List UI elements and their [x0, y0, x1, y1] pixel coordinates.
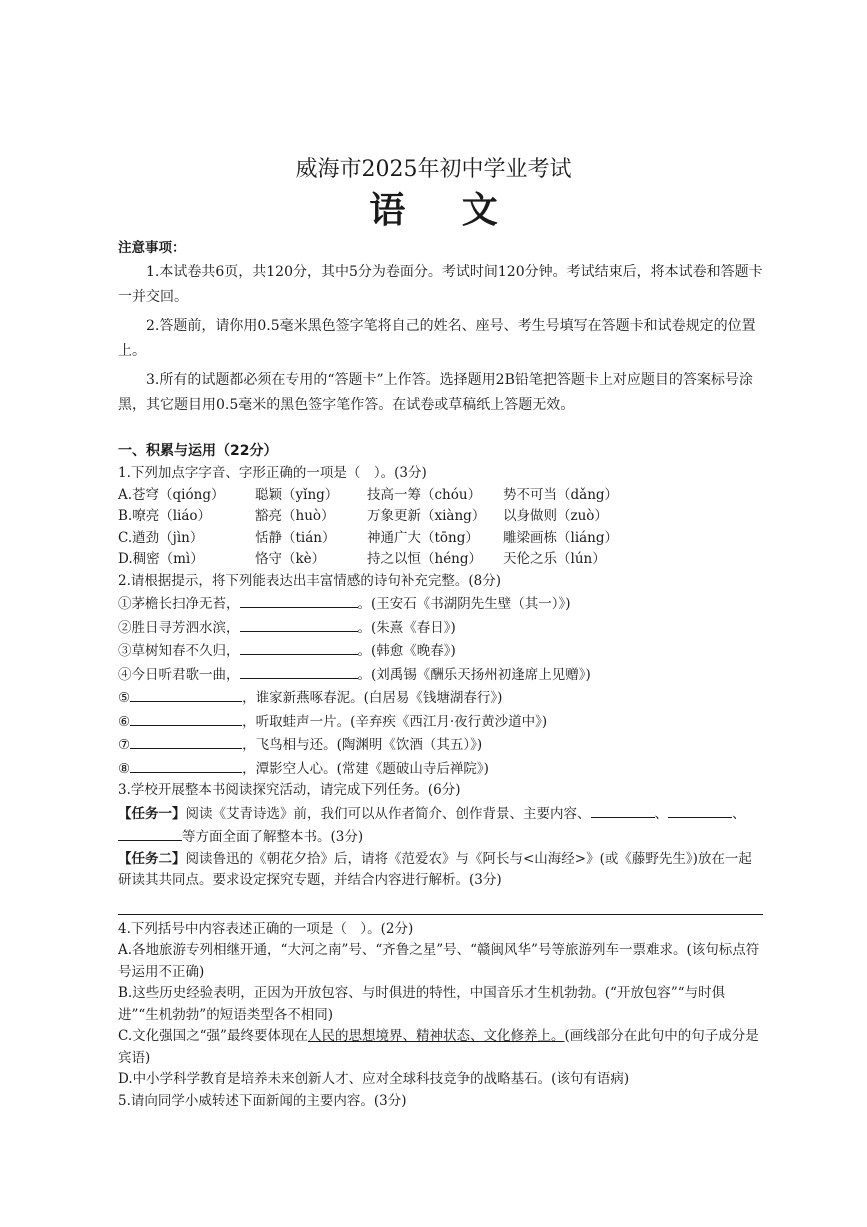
poem-given: ，飞鸟相与还。(陶渊明《饮酒（其五）》) [242, 737, 483, 753]
question-3-stem: 3.学校开展整本书阅读探究活动，请完成下列任务。(6分) [118, 782, 461, 798]
poem-number: ⑧ [118, 760, 131, 777]
answer-blank[interactable] [591, 802, 655, 818]
q1-option-cell: 聪颖（yǐng） [255, 486, 339, 503]
q1-option-cell: 持之以恒（héng） [367, 551, 483, 567]
poem-source: 。(刘禹锡《酬乐天扬州初逢席上见赠》) [357, 666, 591, 683]
poem-number: ⑤ [118, 690, 131, 706]
poem-line [118, 663, 763, 687]
q1-option-row [118, 549, 763, 571]
notice-item: 3.所有的试题都必须在专用的“答题卡”上作答。选择题用2B铅笔把答题卡上对应题目的答案标号涂黑，其它题目用0.5毫米的黑色签字笔作答。在试卷或草稿纸上答题无效。 [118, 371, 753, 413]
q1-option-cell: 万象更新（xiàng） [367, 508, 486, 524]
answer-blank[interactable] [668, 802, 732, 818]
poem-line [118, 686, 763, 710]
answer-blank[interactable] [130, 733, 242, 749]
poem-line [118, 592, 763, 616]
q4-option-a: A.各地旅游专列相继开通，“大河之南”号、“齐鲁之星”号、“赣闽风华”号等旅游列车一票难求。(该句标点符号运用不正确) [118, 942, 760, 980]
poem-given: ④今日听君歌一曲， [118, 666, 240, 683]
poem-given: ，谁家新燕啄春泥。(白居易《钱塘湖春行》) [242, 690, 503, 706]
q1-option-row [118, 485, 763, 507]
q1-option-cell: D.稠密（mì） [118, 551, 204, 567]
q4-option-d: D.中小学科学教育是培养未来创新人才、应对全球科技竞争的战略基石。(该句有语病) [118, 1071, 630, 1087]
answer-blank[interactable] [240, 663, 358, 679]
q1-option-cell: 神通广大（tōng） [367, 529, 479, 546]
task-two-text: 阅读鲁迅的《朝花夕拾》后，请将《范爱农》与《阿长与<山海经>》(或《藤野先生》)放在一起研读其共同点。要求设定探究专题，并结合内容进行解析。(3分) [118, 850, 752, 888]
poem-line [118, 639, 763, 663]
exam-content [118, 238, 763, 1112]
poem-given: ，潭影空人心。(常建《题破山寺后禅院》) [242, 760, 489, 777]
q4-option-b: B.这些历史经验表明，正因为开放包容、与时俱进的特性，中国音乐才生机勃勃。(“开放包容”“与时俱进”“生机勃勃”的短语类型各不相同) [118, 985, 726, 1023]
answer-blank[interactable] [130, 686, 242, 702]
q1-option-cell: 天伦之乐（lún） [503, 551, 606, 567]
task-one-end: 等方面全面了解整本书。(3分) [182, 829, 364, 845]
poem-given: ，听取蛙声一片。(辛弃疾《西江月·夜行黄沙道中》) [242, 713, 548, 730]
poem-given: ③草树知春不久归， [118, 643, 240, 659]
poem-given: ①茅檐长扫净无苔， [118, 596, 240, 612]
poem-source: 。(朱熹《春日》) [357, 619, 456, 636]
task-one-tag: 【任务一】 [118, 805, 186, 822]
q1-option-cell: 豁亮（huò） [255, 508, 335, 524]
poem-number: ⑥ [118, 713, 131, 730]
answer-blank[interactable] [240, 639, 358, 655]
poem-source: 。(韩愈《晚春》) [357, 643, 456, 659]
poem-source: 。(王安石《书湖阴先生壁（其一）》) [357, 596, 571, 612]
poem-given: ②胜日寻芳泗水滨， [118, 619, 240, 636]
poem-number: ⑦ [118, 737, 131, 753]
question-2-stem: 2.请根据提示，将下列能表达出丰富情感的诗句补充完整。(8分) [118, 572, 502, 589]
exam-title: 威海市2025年初中学业考试 [295, 157, 572, 182]
task-one [118, 802, 763, 849]
answer-line[interactable] [118, 892, 763, 915]
notice-item: 2.答题前，请你用0.5毫米黑色签字笔将自己的姓名、座号、考生号填写在答题卡和试卷规定的位置上。 [118, 317, 756, 359]
q4-c-text: C.文化强国之“强”最终要体现在 [118, 1028, 308, 1044]
q1-option-cell: 恪守（kè） [255, 551, 326, 567]
q4-c-note: (画线部分在此句中的句子成分是宾语) [118, 1028, 759, 1066]
underlined-phrase: 人民的思想境界、精神状态、文化修养上。 [307, 1028, 565, 1044]
q1-option-cell: 技高一筹（chóu） [367, 486, 482, 503]
q1-option-cell: A.苍穹（qióng） [118, 486, 225, 503]
notice-heading: 注意事项： [118, 240, 186, 256]
answer-blank[interactable] [240, 592, 358, 608]
q1-option-cell: 雕梁画栋（liáng） [503, 529, 619, 546]
question-1-stem: 1.下列加点字字音、字形正确的一项是（ ）。(3分) [118, 465, 427, 481]
q1-option-cell: 以身做则（zuò） [503, 508, 608, 524]
separator: 、 [732, 805, 746, 822]
task-two [118, 849, 763, 892]
q1-option-cell: C.遒劲（jìn） [118, 529, 204, 546]
question-5-stem: 5.请向同学小威转述下面新闻的主要内容。(3分) [118, 1092, 407, 1109]
q1-option-row [118, 528, 763, 550]
answer-blank[interactable] [130, 757, 242, 773]
question-4-stem: 4.下列括号中内容表述正确的一项是（ ）。(2分) [118, 920, 414, 937]
poem-line [118, 710, 763, 734]
q1-option-cell: 恬静（tián） [255, 529, 336, 546]
poem-line [118, 733, 763, 757]
q1-option-cell: B.嘹亮（liáo） [118, 508, 212, 524]
answer-blank[interactable] [118, 825, 182, 841]
section-heading: 一、积累与运用（22分） [118, 442, 278, 459]
separator: 、 [654, 805, 668, 822]
task-one-text: 阅读《艾青诗选》前，我们可以从作者简介、创作背景、主要内容、 [185, 805, 591, 822]
poem-line [118, 757, 763, 781]
q1-option-cell: 势不可当（dǎng） [503, 486, 619, 503]
q4-option-c [118, 1026, 763, 1069]
answer-blank[interactable] [240, 616, 358, 632]
task-two-tag: 【任务二】 [118, 850, 186, 867]
answer-blank[interactable] [130, 710, 242, 726]
subject-title: 语 文 [369, 189, 520, 231]
notice-item: 1.本试卷共6页，共120分，其中5分为卷面分。考试时间120分钟。考试结束后，将本试卷和答题卡一并交回。 [118, 263, 763, 305]
poem-line [118, 616, 763, 640]
q1-option-row [118, 506, 763, 528]
